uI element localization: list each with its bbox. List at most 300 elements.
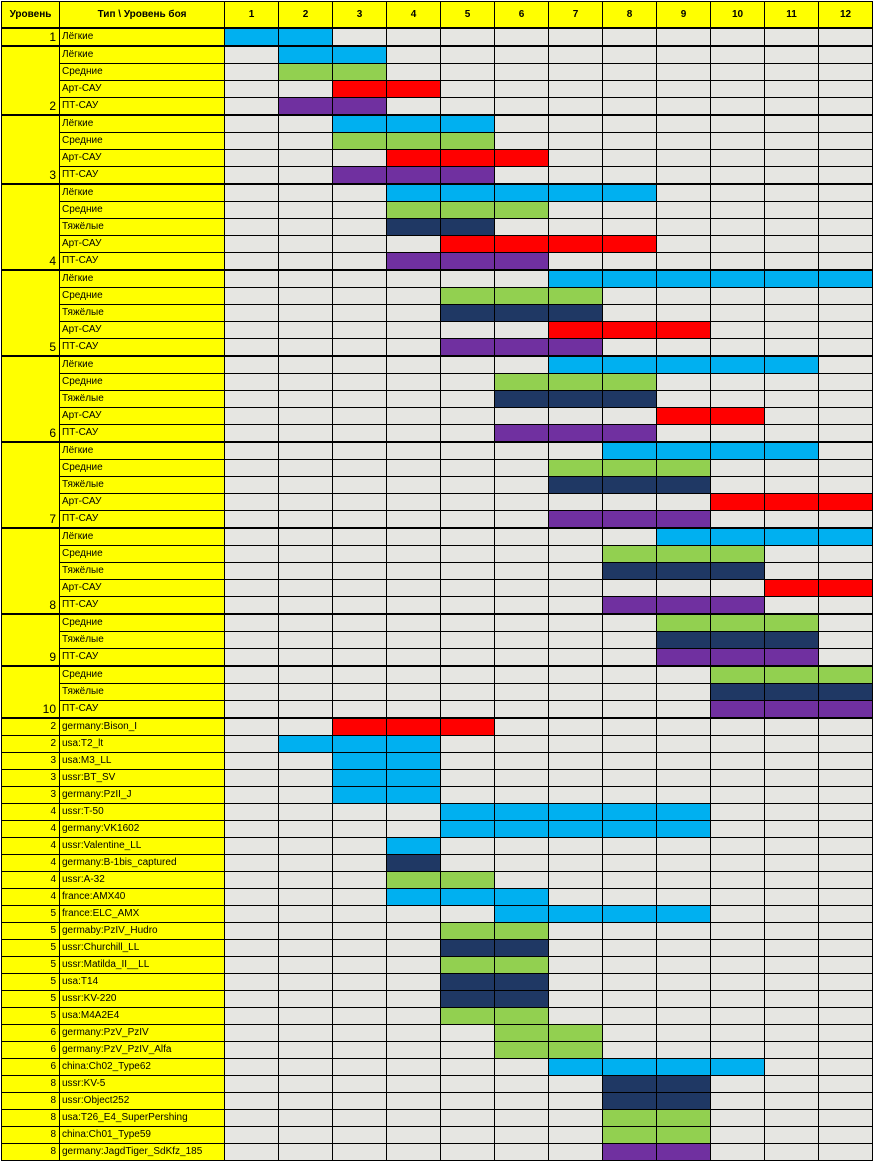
battle-tier-cell — [819, 236, 873, 253]
battle-tier-cell — [279, 511, 333, 529]
battle-tier-cell — [657, 957, 711, 974]
battle-tier-cell — [333, 494, 387, 511]
battle-tier-cell — [279, 957, 333, 974]
battle-tier-cell — [225, 1093, 279, 1110]
battle-tier-cell — [279, 288, 333, 305]
vehicle-row — [2, 1059, 873, 1076]
battle-tier-cell — [333, 1076, 387, 1093]
battle-tier-cell — [387, 460, 441, 477]
battle-tier-cell — [495, 1025, 549, 1042]
battle-tier-cell — [603, 115, 657, 133]
battle-tier-cell — [549, 889, 603, 906]
header-battle-tier: 1 — [225, 2, 279, 29]
battle-tier-cell — [765, 889, 819, 906]
battle-tier-cell — [549, 906, 603, 923]
vehicle-level: 4 — [2, 889, 60, 906]
battle-tier-cell — [549, 991, 603, 1008]
battle-tier-cell — [441, 614, 495, 632]
battle-tier-cell — [765, 167, 819, 185]
vehicle-type: Лёгкие — [60, 442, 225, 460]
battle-tier-cell — [765, 98, 819, 116]
battle-tier-cell — [711, 804, 765, 821]
battle-tier-cell — [819, 804, 873, 821]
battle-tier-cell — [495, 408, 549, 425]
battle-tier-cell — [387, 597, 441, 615]
battle-tier-cell — [387, 1008, 441, 1025]
vehicle-level: 8 — [2, 1144, 60, 1161]
vehicle-type: ПТ-САУ — [60, 649, 225, 667]
battle-tier-cell — [279, 408, 333, 425]
battle-tier-cell — [549, 28, 603, 46]
battle-tier-cell — [657, 770, 711, 787]
battle-tier-cell — [603, 770, 657, 787]
battle-tier-cell — [225, 64, 279, 81]
battle-tier-cell — [765, 991, 819, 1008]
header-battle-tier: 9 — [657, 2, 711, 29]
battle-tier-cell — [441, 1110, 495, 1127]
battle-tier-cell — [711, 753, 765, 770]
battle-tier-cell — [441, 957, 495, 974]
battle-tier-cell — [225, 374, 279, 391]
battle-tier-cell — [333, 442, 387, 460]
battle-tier-cell — [441, 718, 495, 736]
battle-tier-cell — [387, 270, 441, 288]
battle-tier-cell — [495, 253, 549, 271]
vehicle-type: Тяжёлые — [60, 563, 225, 580]
battle-tier-cell — [333, 408, 387, 425]
battle-tier-cell — [495, 1059, 549, 1076]
battle-tier-cell — [441, 133, 495, 150]
battle-tier-cell — [603, 753, 657, 770]
battle-tier-cell — [495, 1110, 549, 1127]
battle-tier-cell — [333, 666, 387, 684]
vehicle-name: germany:B-1bis_captured — [60, 855, 225, 872]
vehicle-row — [2, 787, 873, 804]
battle-tier-cell — [495, 219, 549, 236]
battle-tier-cell — [657, 991, 711, 1008]
battle-tier-cell — [441, 322, 495, 339]
battle-tier-cell — [711, 528, 765, 546]
table-row — [2, 356, 873, 374]
vehicle-row — [2, 804, 873, 821]
battle-tier-cell — [441, 923, 495, 940]
battle-tier-cell — [819, 270, 873, 288]
vehicle-type: Арт-САУ — [60, 322, 225, 339]
battle-tier-cell — [819, 115, 873, 133]
vehicle-row — [2, 906, 873, 923]
battle-tier-cell — [549, 528, 603, 546]
battle-tier-cell — [279, 1025, 333, 1042]
battle-tier-cell — [225, 339, 279, 357]
battle-tier-cell — [279, 940, 333, 957]
battle-tier-cell — [765, 28, 819, 46]
battle-tier-cell — [711, 98, 765, 116]
battle-tier-cell — [387, 494, 441, 511]
battle-tier-cell — [711, 1110, 765, 1127]
battle-tier-cell — [441, 753, 495, 770]
battle-tier-cell — [225, 974, 279, 991]
battle-tier-cell — [765, 322, 819, 339]
battle-tier-cell — [549, 632, 603, 649]
battle-tier-cell — [333, 1093, 387, 1110]
vehicle-level: 5 — [2, 906, 60, 923]
table-row — [2, 167, 873, 185]
battle-tier-cell — [387, 889, 441, 906]
battle-tier-cell — [441, 736, 495, 753]
battle-tier-cell — [495, 374, 549, 391]
battle-tier-cell — [333, 356, 387, 374]
battle-tier-cell — [711, 115, 765, 133]
battle-tier-cell — [603, 288, 657, 305]
battle-tier-cell — [225, 632, 279, 649]
battle-tier-cell — [441, 184, 495, 202]
battle-tier-cell — [441, 81, 495, 98]
battle-tier-cell — [495, 236, 549, 253]
battle-tier-cell — [603, 614, 657, 632]
battle-tier-cell — [441, 356, 495, 374]
battle-tier-cell — [657, 167, 711, 185]
battle-tier-cell — [225, 1076, 279, 1093]
battle-tier-cell — [603, 1144, 657, 1161]
battle-tier-cell — [495, 1093, 549, 1110]
battle-tier-cell — [333, 253, 387, 271]
battle-tier-cell — [441, 219, 495, 236]
battle-tier-cell — [711, 701, 765, 719]
battle-tier-cell — [765, 787, 819, 804]
battle-tier-cell — [387, 1042, 441, 1059]
battle-tier-cell — [441, 1076, 495, 1093]
battle-tier-cell — [225, 889, 279, 906]
battle-tier-cell — [549, 253, 603, 271]
vehicle-name: ussr:KV-220 — [60, 991, 225, 1008]
battle-tier-cell — [495, 974, 549, 991]
battle-tier-cell — [549, 477, 603, 494]
table-row — [2, 511, 873, 529]
battle-tier-cell — [657, 736, 711, 753]
battle-tier-cell — [279, 770, 333, 787]
battle-tier-cell — [603, 46, 657, 64]
battle-tier-cell — [603, 528, 657, 546]
battle-tier-cell — [279, 701, 333, 719]
battle-tier-cell — [495, 322, 549, 339]
vehicle-type: Лёгкие — [60, 28, 225, 46]
vehicle-type: Средние — [60, 614, 225, 632]
battle-tier-cell — [819, 787, 873, 804]
battle-tier-cell — [765, 477, 819, 494]
vehicle-row — [2, 974, 873, 991]
battle-tier-cell — [495, 46, 549, 64]
battle-tier-cell — [711, 339, 765, 357]
battle-tier-cell — [603, 408, 657, 425]
battle-tier-cell — [225, 322, 279, 339]
battle-tier-cell — [711, 940, 765, 957]
battle-tier-cell — [603, 821, 657, 838]
battle-tier-cell — [711, 855, 765, 872]
table-row — [2, 115, 873, 133]
vehicle-name: germany:Bison_I — [60, 718, 225, 736]
battle-tier-cell — [333, 787, 387, 804]
battle-tier-cell — [711, 28, 765, 46]
battle-tier-cell — [387, 770, 441, 787]
battle-tier-cell — [387, 115, 441, 133]
battle-tier-cell — [549, 115, 603, 133]
vehicle-level: 6 — [2, 1059, 60, 1076]
battle-tier-cell — [765, 597, 819, 615]
battle-tier-cell — [387, 684, 441, 701]
vehicle-level: 6 — [2, 1042, 60, 1059]
table-row — [2, 649, 873, 667]
battle-tier-cell — [765, 940, 819, 957]
vehicle-level: 4 — [2, 872, 60, 889]
vehicle-level: 5 — [2, 991, 60, 1008]
battle-tier-cell — [711, 974, 765, 991]
battle-tier-cell — [657, 1059, 711, 1076]
battle-tier-cell — [225, 614, 279, 632]
battle-tier-cell — [279, 872, 333, 889]
battle-tier-cell — [279, 1127, 333, 1144]
vehicle-level: 8 — [2, 1076, 60, 1093]
table-row — [2, 28, 873, 46]
vehicle-type: Средние — [60, 666, 225, 684]
battle-tier-cell — [495, 632, 549, 649]
battle-tier-cell — [495, 528, 549, 546]
battle-tier-cell — [225, 425, 279, 443]
battle-tier-cell — [819, 546, 873, 563]
battle-tier-cell — [225, 563, 279, 580]
battle-tier-cell — [441, 1093, 495, 1110]
battle-tier-cell — [279, 855, 333, 872]
battle-tier-cell — [279, 322, 333, 339]
battle-tier-cell — [441, 563, 495, 580]
table-row — [2, 684, 873, 701]
battle-tier-cell — [495, 649, 549, 667]
battle-tier-cell — [819, 98, 873, 116]
battle-tier-cell — [441, 872, 495, 889]
battle-tier-cell — [387, 580, 441, 597]
battle-tier-cell — [387, 1025, 441, 1042]
battle-tier-cell — [225, 115, 279, 133]
battle-tier-cell — [279, 477, 333, 494]
battle-tier-cell — [333, 374, 387, 391]
battle-tier-cell — [819, 855, 873, 872]
battle-tier-cell — [225, 770, 279, 787]
battle-tier-cell — [657, 236, 711, 253]
battle-tier-cell — [549, 684, 603, 701]
battle-tier-cell — [819, 1042, 873, 1059]
battle-tier-cell — [441, 597, 495, 615]
battle-tier-cell — [819, 1127, 873, 1144]
battle-tier-cell — [495, 1008, 549, 1025]
vehicle-row — [2, 1110, 873, 1127]
table-row — [2, 322, 873, 339]
vehicle-name: ussr:Valentine_LL — [60, 838, 225, 855]
battle-tier-cell — [657, 322, 711, 339]
battle-tier-cell — [765, 718, 819, 736]
vehicle-row — [2, 1042, 873, 1059]
vehicle-row — [2, 1093, 873, 1110]
vehicle-level: 5 — [2, 923, 60, 940]
battle-tier-cell — [603, 356, 657, 374]
battle-tier-cell — [711, 580, 765, 597]
battle-tier-cell — [279, 804, 333, 821]
battle-tier-cell — [387, 64, 441, 81]
battle-tier-cell — [225, 270, 279, 288]
battle-tier-cell — [549, 872, 603, 889]
battle-tier-cell — [441, 1025, 495, 1042]
battle-tier-cell — [603, 305, 657, 322]
battle-tier-cell — [711, 374, 765, 391]
battle-tier-cell — [819, 701, 873, 719]
battle-tier-cell — [279, 753, 333, 770]
battle-tier-cell — [549, 219, 603, 236]
battle-tier-cell — [495, 1127, 549, 1144]
tank-level: 10 — [2, 666, 60, 718]
battle-tier-cell — [279, 64, 333, 81]
battle-tier-cell — [387, 1127, 441, 1144]
battle-tier-cell — [279, 684, 333, 701]
battle-tier-cell — [819, 81, 873, 98]
battle-tier-cell — [711, 872, 765, 889]
battle-tier-cell — [765, 115, 819, 133]
battle-tier-cell — [333, 991, 387, 1008]
battle-tier-cell — [603, 374, 657, 391]
battle-tier-cell — [603, 855, 657, 872]
battle-tier-cell — [603, 339, 657, 357]
battle-tier-cell — [765, 270, 819, 288]
battle-tier-cell — [549, 649, 603, 667]
battle-tier-cell — [225, 597, 279, 615]
battle-tier-cell — [549, 940, 603, 957]
battle-tier-cell — [495, 81, 549, 98]
battle-tier-cell — [765, 374, 819, 391]
battle-tier-cell — [603, 442, 657, 460]
battle-tier-cell — [441, 684, 495, 701]
battle-tier-cell — [387, 718, 441, 736]
battle-tier-cell — [225, 1110, 279, 1127]
battle-tier-cell — [657, 528, 711, 546]
battle-tier-cell — [603, 150, 657, 167]
table-row — [2, 374, 873, 391]
battle-tier-cell — [495, 202, 549, 219]
vehicle-name: ussr:A-32 — [60, 872, 225, 889]
battle-tier-cell — [765, 494, 819, 511]
battle-tier-cell — [387, 356, 441, 374]
battle-tier-cell — [387, 974, 441, 991]
battle-tier-cell — [549, 425, 603, 443]
battle-tier-cell — [819, 563, 873, 580]
battle-tier-cell — [225, 1025, 279, 1042]
battle-tier-cell — [333, 753, 387, 770]
table-row — [2, 477, 873, 494]
vehicle-type: Тяжёлые — [60, 477, 225, 494]
header-battle-tier: 3 — [333, 2, 387, 29]
battle-tier-cell — [333, 460, 387, 477]
vehicle-type: Лёгкие — [60, 46, 225, 64]
battle-tier-cell — [333, 838, 387, 855]
battle-tier-cell — [819, 1059, 873, 1076]
battle-tier-cell — [657, 632, 711, 649]
battle-tier-cell — [711, 64, 765, 81]
battle-tier-cell — [549, 701, 603, 719]
battle-tier-cell — [495, 718, 549, 736]
battle-tier-cell — [765, 528, 819, 546]
battle-tier-cell — [387, 81, 441, 98]
battle-tier-cell — [549, 1008, 603, 1025]
battle-tier-cell — [279, 305, 333, 322]
battle-tier-cell — [333, 974, 387, 991]
battle-tier-cell — [603, 219, 657, 236]
battle-tier-cell — [549, 288, 603, 305]
battle-tier-cell — [279, 614, 333, 632]
vehicle-name: usa:T26_E4_SuperPershing — [60, 1110, 225, 1127]
battle-tier-cell — [441, 374, 495, 391]
battle-tier-cell — [819, 28, 873, 46]
battle-tier-cell — [387, 872, 441, 889]
battle-tier-cell — [225, 356, 279, 374]
battle-tier-cell — [711, 597, 765, 615]
battle-tier-cell — [549, 460, 603, 477]
battle-tier-cell — [441, 1042, 495, 1059]
battle-tier-cell — [279, 98, 333, 116]
battle-tier-cell — [225, 1059, 279, 1076]
battle-tier-cell — [657, 1008, 711, 1025]
battle-tier-cell — [225, 167, 279, 185]
battle-tier-cell — [549, 666, 603, 684]
battle-tier-cell — [441, 494, 495, 511]
battle-tier-cell — [711, 167, 765, 185]
battle-tier-cell — [549, 753, 603, 770]
tank-level: 2 — [2, 46, 60, 115]
battle-tier-cell — [765, 1110, 819, 1127]
battle-tier-cell — [225, 236, 279, 253]
battle-tier-cell — [279, 133, 333, 150]
battle-tier-cell — [279, 718, 333, 736]
battle-tier-cell — [441, 580, 495, 597]
battle-tier-cell — [441, 288, 495, 305]
battle-tier-cell — [657, 28, 711, 46]
battle-tier-cell — [333, 133, 387, 150]
battle-tier-cell — [441, 1127, 495, 1144]
battle-tier-cell — [711, 1025, 765, 1042]
matchmaking-table — [1, 1, 873, 1161]
table-row — [2, 563, 873, 580]
battle-tier-cell — [225, 1127, 279, 1144]
battle-tier-cell — [225, 753, 279, 770]
battle-tier-cell — [387, 305, 441, 322]
battle-tier-cell — [657, 666, 711, 684]
battle-tier-cell — [819, 889, 873, 906]
battle-tier-cell — [603, 872, 657, 889]
battle-tier-cell — [441, 528, 495, 546]
battle-tier-cell — [657, 391, 711, 408]
vehicle-name: usa:T14 — [60, 974, 225, 991]
vehicle-row — [2, 1144, 873, 1161]
battle-tier-cell — [657, 442, 711, 460]
battle-tier-cell — [387, 1059, 441, 1076]
battle-tier-cell — [225, 838, 279, 855]
table-row — [2, 546, 873, 563]
battle-tier-cell — [549, 236, 603, 253]
battle-tier-cell — [657, 1127, 711, 1144]
battle-tier-cell — [711, 356, 765, 374]
battle-tier-cell — [387, 787, 441, 804]
battle-tier-cell — [819, 305, 873, 322]
vehicle-level: 5 — [2, 940, 60, 957]
battle-tier-cell — [549, 736, 603, 753]
battle-tier-cell — [711, 546, 765, 563]
battle-tier-cell — [549, 150, 603, 167]
vehicle-row — [2, 855, 873, 872]
